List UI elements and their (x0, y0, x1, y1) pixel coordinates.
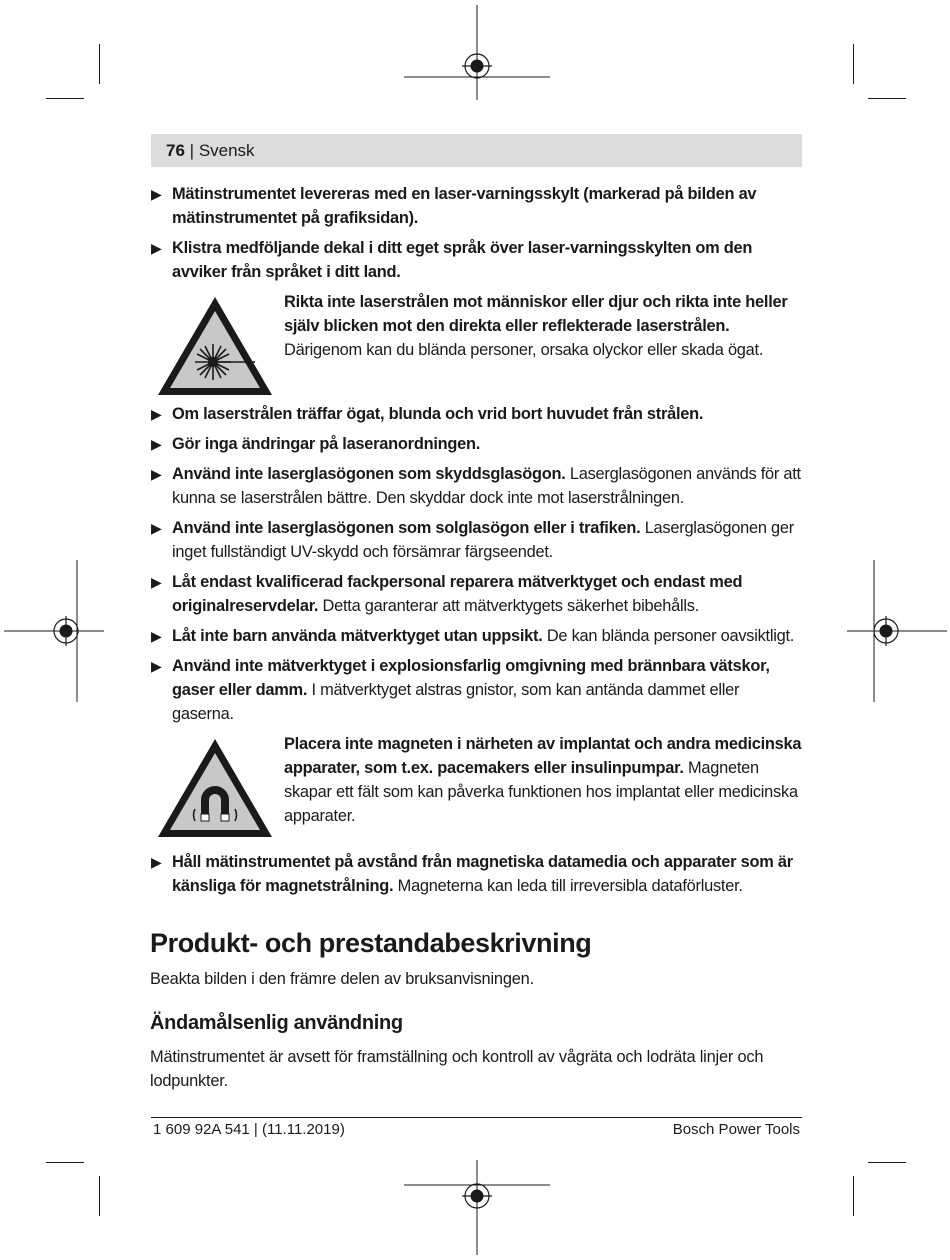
page-header (151, 134, 802, 167)
magnet-warning-block (151, 732, 803, 844)
bullet-bold-text: Använd inte laserglasögonen som solglasögon eller i trafiken. (172, 519, 641, 537)
bullet-arrow-icon: ▶ (151, 240, 162, 256)
registration-mark-bottom (404, 1160, 550, 1255)
bullet-bold-text: Håll mätinstrumentet på avstånd från magnetiska datamedia och apparater som är känsliga för magnetstrålning. (172, 853, 793, 895)
bullet-text: Laserglasögonen används för att kunna se laserstrålen bättre. Den skyddar dock inte mot laserstrålningen. (172, 465, 801, 507)
bullet-bold-text: Låt endast kvalificerad fackpersonal reparera mätverktyget och endast med originalreservdelar. (172, 573, 743, 615)
bullet-bold-text: Klistra medföljande dekal i ditt eget språk över laser-varningsskylten om den avviker från språket i ditt land. (172, 239, 753, 281)
footer-brand: Bosch Power Tools (672, 1121, 800, 1138)
magnet-warning-text (284, 732, 804, 828)
bullet-arrow-icon: ▶ (151, 854, 162, 870)
bullet-bold-text: Gör inga ändringar på laseranordningen. (172, 435, 481, 453)
warning-bold-text: Rikta inte laserstrålen mot människor eller djur och rikta inte heller själv blicken mot den direkta eller reflekterade laserstrålen. (284, 293, 788, 335)
crop-mark (46, 98, 84, 99)
paragraph: Mätinstrumentet är avsett för framställning och kontroll av vågräta och lodräta linjer och lodpunkter. (150, 1048, 764, 1090)
bullet-item (151, 516, 803, 564)
bullet-item (151, 402, 803, 426)
bullet-arrow-icon: ▶ (151, 186, 162, 202)
crop-mark (853, 44, 854, 84)
crop-mark (46, 1162, 84, 1163)
bullet-item (151, 624, 803, 648)
bullet-item (151, 462, 803, 510)
page-number: 76 (166, 141, 185, 160)
bullet-arrow-icon: ▶ (151, 574, 162, 590)
bullet-arrow-icon: ▶ (151, 520, 162, 536)
magnet-warning-icon (155, 736, 275, 840)
bullet-item (151, 570, 803, 618)
section-subtitle: Beakta bilden i den främre delen av bruksanvisningen. (150, 970, 534, 988)
registration-mark-top (404, 5, 550, 100)
warning-text: Magneten skapar ett fält som kan påverka funktionen hos implantat eller medicinska apparater. (284, 759, 798, 825)
bullet-bold-text: Använd inte laserglasögonen som skyddsglasögon. (172, 465, 566, 483)
bullet-arrow-icon: ▶ (151, 466, 162, 482)
crop-mark (99, 44, 100, 84)
bullet-arrow-icon: ▶ (151, 406, 162, 422)
laser-warning-text (284, 290, 804, 362)
crop-mark (868, 98, 906, 99)
footer-document-id: 1 609 92A 541 | (11.11.2019) (153, 1121, 345, 1138)
bullet-text: I mätverktyget alstras gnistor, som kan antända dammet eller gaserna. (172, 681, 740, 723)
header-text (166, 141, 255, 161)
safety-content (151, 182, 803, 904)
bullet-text: Laserglasögonen ger inget fullständigt UV-skydd och försämrar färgseendet. (172, 519, 794, 561)
bullet-item (151, 432, 803, 456)
footer-divider (151, 1117, 802, 1118)
warning-text: Därigenom kan du blända personer, orsaka olyckor eller skada ögat. (284, 341, 764, 359)
bullet-item (151, 654, 803, 726)
bullet-bold-text: Låt inte barn använda mätverktyget utan uppsikt. (172, 627, 543, 645)
bullet-text: Magneterna kan leda till irreversibla dataförluster. (393, 877, 743, 895)
bullet-bold-text: Om laserstrålen träffar ögat, blunda och vrid bort huvudet från strålen. (172, 405, 704, 423)
bullet-item (151, 236, 803, 284)
header-language: Svensk (198, 141, 255, 160)
bullet-arrow-icon: ▶ (151, 436, 162, 452)
bullet-item (151, 850, 803, 898)
bullet-bold-text: Använd inte mätverktyget i explosionsfarlig omgivning med brännbara vätskor, gaser eller damm. (172, 657, 770, 699)
warning-bold-text: Placera inte magneten i närheten av implantat och andra medicinska apparater, som t.ex. pacemakers eller insulinpumpar. (284, 735, 802, 777)
section-title: Produkt- och prestandabeskrivning (150, 928, 592, 958)
bullet-text: De kan blända personer oavsiktligt. (542, 627, 795, 645)
bullet-item (151, 182, 803, 230)
bullet-arrow-icon: ▶ (151, 628, 162, 644)
laser-warning-block (151, 290, 803, 396)
crop-mark (853, 1176, 854, 1216)
laser-warning-icon (155, 294, 275, 398)
bullet-bold-text: Mätinstrumentet levereras med en laser-varningsskylt (markerad på bilden av mätinstrumentet på grafiksidan). (172, 185, 757, 227)
subheading: Ändamålsenlig användning (150, 1012, 403, 1034)
bullet-text: Detta garanterar att mätverktygets säkerhet bibehålls. (318, 597, 699, 615)
bullet-arrow-icon: ▶ (151, 658, 162, 674)
header-separator: | (189, 141, 195, 160)
registration-mark-left (4, 560, 104, 702)
crop-mark (99, 1176, 100, 1216)
crop-mark (868, 1162, 906, 1163)
registration-mark-right (847, 560, 947, 702)
